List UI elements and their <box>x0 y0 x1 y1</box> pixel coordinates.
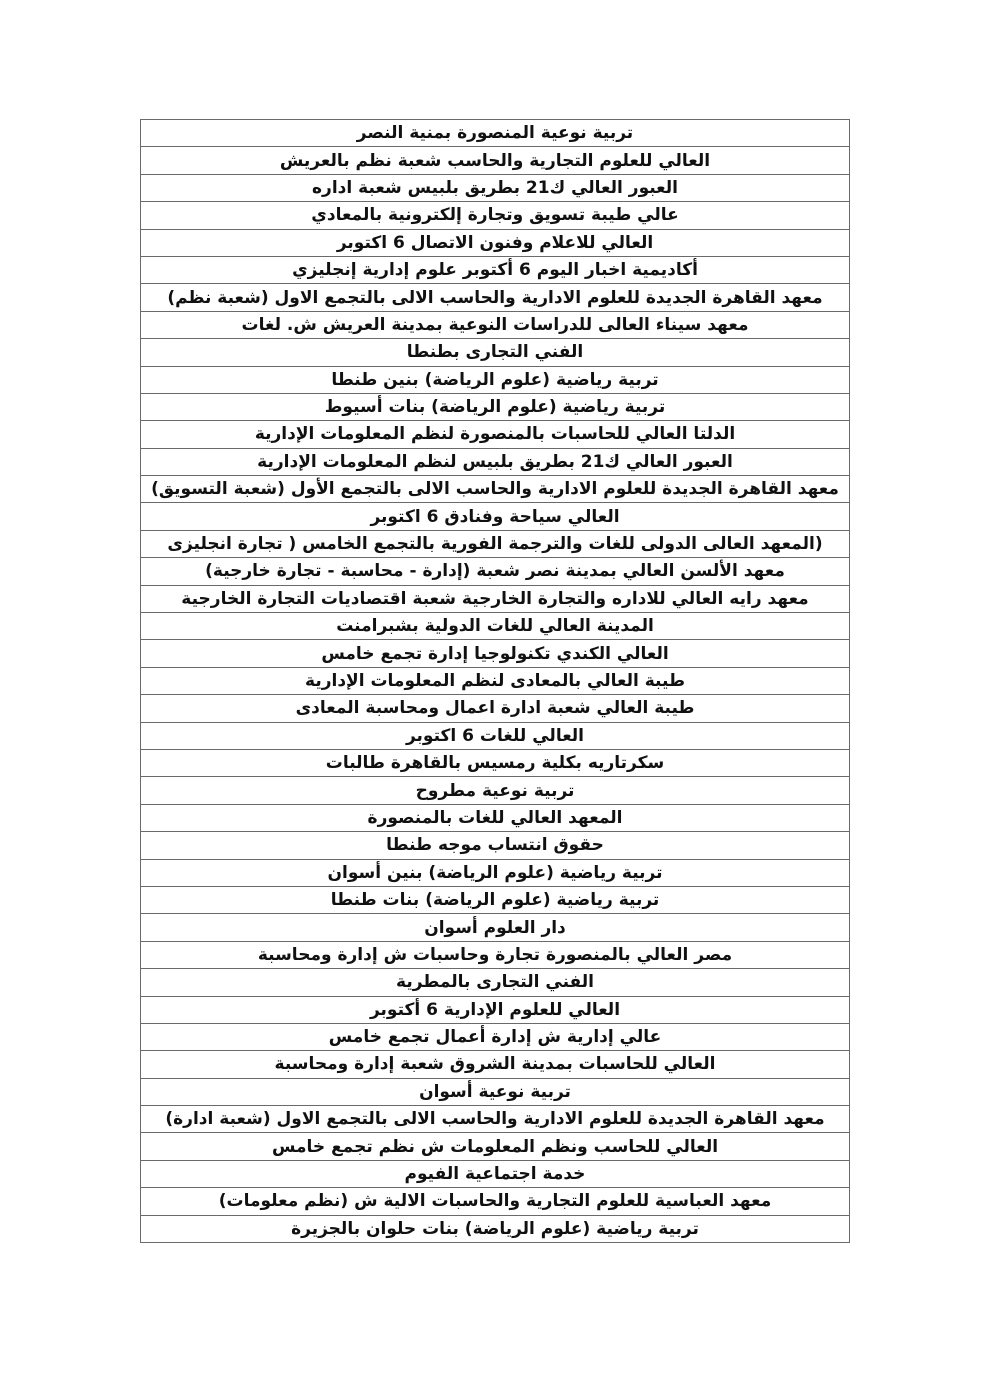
institute-name-cell: تربية رياضية (علوم الرياضة) بنين أسوان <box>141 859 850 886</box>
table-row <box>141 339 850 366</box>
institutes-table <box>140 119 850 1243</box>
table-row <box>141 640 850 667</box>
institute-name-cell: تربية نوعية المنصورة بمنية النصر <box>141 120 850 147</box>
table-row <box>141 448 850 475</box>
institute-name-cell: تربية نوعية مطروح <box>141 777 850 804</box>
institute-name-cell: الدلتا العالي للحاسبات بالمنصورة لنظم المعلومات الإدارية <box>141 421 850 448</box>
table-row <box>141 1215 850 1242</box>
institute-name-cell: العالي الكندي تكنولوجيا إدارة تجمع خامس <box>141 640 850 667</box>
institute-name-cell: العالي سياحة وفنادق 6 اكتوبر <box>141 503 850 530</box>
table-row <box>141 476 850 503</box>
institute-name-cell: خدمة اجتماعية الفيوم <box>141 1160 850 1187</box>
institute-name-cell: العالي للحاسب ونظم المعلومات ش نظم تجمع خامس <box>141 1133 850 1160</box>
table-row <box>141 120 850 147</box>
institute-name-cell: تربية رياضية (علوم الرياضة) بنات أسيوط <box>141 393 850 420</box>
table-row <box>141 859 850 886</box>
institute-name-cell: دار العلوم أسوان <box>141 914 850 941</box>
institute-name-cell: عالي إدارية ش إدارة أعمال تجمع خامس <box>141 1023 850 1050</box>
table-row <box>141 613 850 640</box>
institute-name-cell: تربية رياضية (علوم الرياضة) بنات حلوان بالجزيرة <box>141 1215 850 1242</box>
table-row <box>141 722 850 749</box>
institute-name-cell: مصر العالي بالمنصورة تجارة وحاسبات ش إدارة ومحاسبة <box>141 941 850 968</box>
institute-name-cell: العالي للعلوم التجارية والحاسب شعبة نظم بالعريش <box>141 147 850 174</box>
institute-name-cell: معهد القاهرة الجديدة للعلوم الادارية والحاسب الالى بالتجمع الأول (شعبة التسويق) <box>141 476 850 503</box>
table-row <box>141 503 850 530</box>
institute-name-cell: معهد الألسن العالي بمدينة نصر شعبة (إدارة - محاسبة - تجارة خارجية) <box>141 558 850 585</box>
table-row <box>141 1106 850 1133</box>
table-row <box>141 832 850 859</box>
table-row <box>141 1188 850 1215</box>
table-row <box>141 1023 850 1050</box>
table-row <box>141 530 850 557</box>
institute-name-cell: أكاديمية اخبار اليوم 6 أكتوبر علوم إدارية إنجليزي <box>141 256 850 283</box>
institute-name-cell: معهد العباسية للعلوم التجارية والحاسبات الالية ش (نظم معلومات) <box>141 1188 850 1215</box>
table-row <box>141 1051 850 1078</box>
institute-name-cell: المدينة العالي للغات الدولية بشبرامنت <box>141 613 850 640</box>
institute-name-cell: العالي للاعلام وفنون الاتصال 6 اكتوبر <box>141 229 850 256</box>
institute-name-cell: عالي طيبة تسويق وتجارة إلكترونية بالمعادي <box>141 202 850 229</box>
table-row <box>141 969 850 996</box>
table-row <box>141 667 850 694</box>
institute-name-cell: معهد رايه العالي للاداره والتجارة الخارجية شعبة اقتصاديات التجارة الخارجية <box>141 585 850 612</box>
institute-name-cell: تربية رياضية (علوم الرياضة) بنات طنطا <box>141 886 850 913</box>
table-row <box>141 804 850 831</box>
institute-name-cell: العبور العالي ك21 بطريق بلبيس لنظم المعلومات الإدارية <box>141 448 850 475</box>
table-row <box>141 585 850 612</box>
table-row <box>141 174 850 201</box>
institute-name-cell: العبور العالي ك21 بطريق بلبيس شعبة اداره <box>141 174 850 201</box>
table-row <box>141 202 850 229</box>
table-row <box>141 695 850 722</box>
table-row <box>141 366 850 393</box>
institute-name-cell: العالي للغات 6 اكتوبر <box>141 722 850 749</box>
institute-name-cell: سكرتاريه بكلية رمسيس بالقاهرة طالبات <box>141 749 850 776</box>
table-row <box>141 1160 850 1187</box>
institute-name-cell: العالي للعلوم الإدارية 6 أكتوبر <box>141 996 850 1023</box>
institute-name-cell: معهد سيناء العالى للدراسات النوعية بمدينة العريش ش. لغات <box>141 311 850 338</box>
table-row <box>141 284 850 311</box>
table-row <box>141 421 850 448</box>
table-row <box>141 229 850 256</box>
table-row <box>141 1078 850 1105</box>
table-row <box>141 147 850 174</box>
institute-name-cell: طيبة العالي بالمعادى لنظم المعلومات الإدارية <box>141 667 850 694</box>
table-row <box>141 996 850 1023</box>
institute-name-cell: تربية رياضية (علوم الرياضة) بنين طنطا <box>141 366 850 393</box>
table-row <box>141 941 850 968</box>
table-row <box>141 311 850 338</box>
institute-name-cell: معهد القاهرة الجديدة للعلوم الادارية والحاسب الالى بالتجمع الاول (شعبة نظم) <box>141 284 850 311</box>
institute-name-cell: المعهد العالي للغات بالمنصورة <box>141 804 850 831</box>
table-row <box>141 749 850 776</box>
institute-name-cell: الفني التجارى بطنطا <box>141 339 850 366</box>
table-row <box>141 777 850 804</box>
institute-name-cell: تربية نوعية أسوان <box>141 1078 850 1105</box>
table-row <box>141 914 850 941</box>
table-row <box>141 393 850 420</box>
table-row <box>141 558 850 585</box>
institute-name-cell: حقوق انتساب موجه طنطا <box>141 832 850 859</box>
institute-name-cell: الفني التجارى بالمطرية <box>141 969 850 996</box>
institute-name-cell: طيبة العالي شعبة ادارة اعمال ومحاسبة المعادى <box>141 695 850 722</box>
table-row <box>141 886 850 913</box>
institute-name-cell: معهد القاهرة الجديدة للعلوم الادارية والحاسب الالى بالتجمع الاول (شعبة ادارة) <box>141 1106 850 1133</box>
table-row <box>141 1133 850 1160</box>
table-row <box>141 256 850 283</box>
institute-name-cell: (المعهد العالى الدولى للغات والترجمة الفورية بالتجمع الخامس ( تجارة انجليزى <box>141 530 850 557</box>
institute-name-cell: العالي للحاسبات بمدينة الشروق شعبة إدارة ومحاسبة <box>141 1051 850 1078</box>
